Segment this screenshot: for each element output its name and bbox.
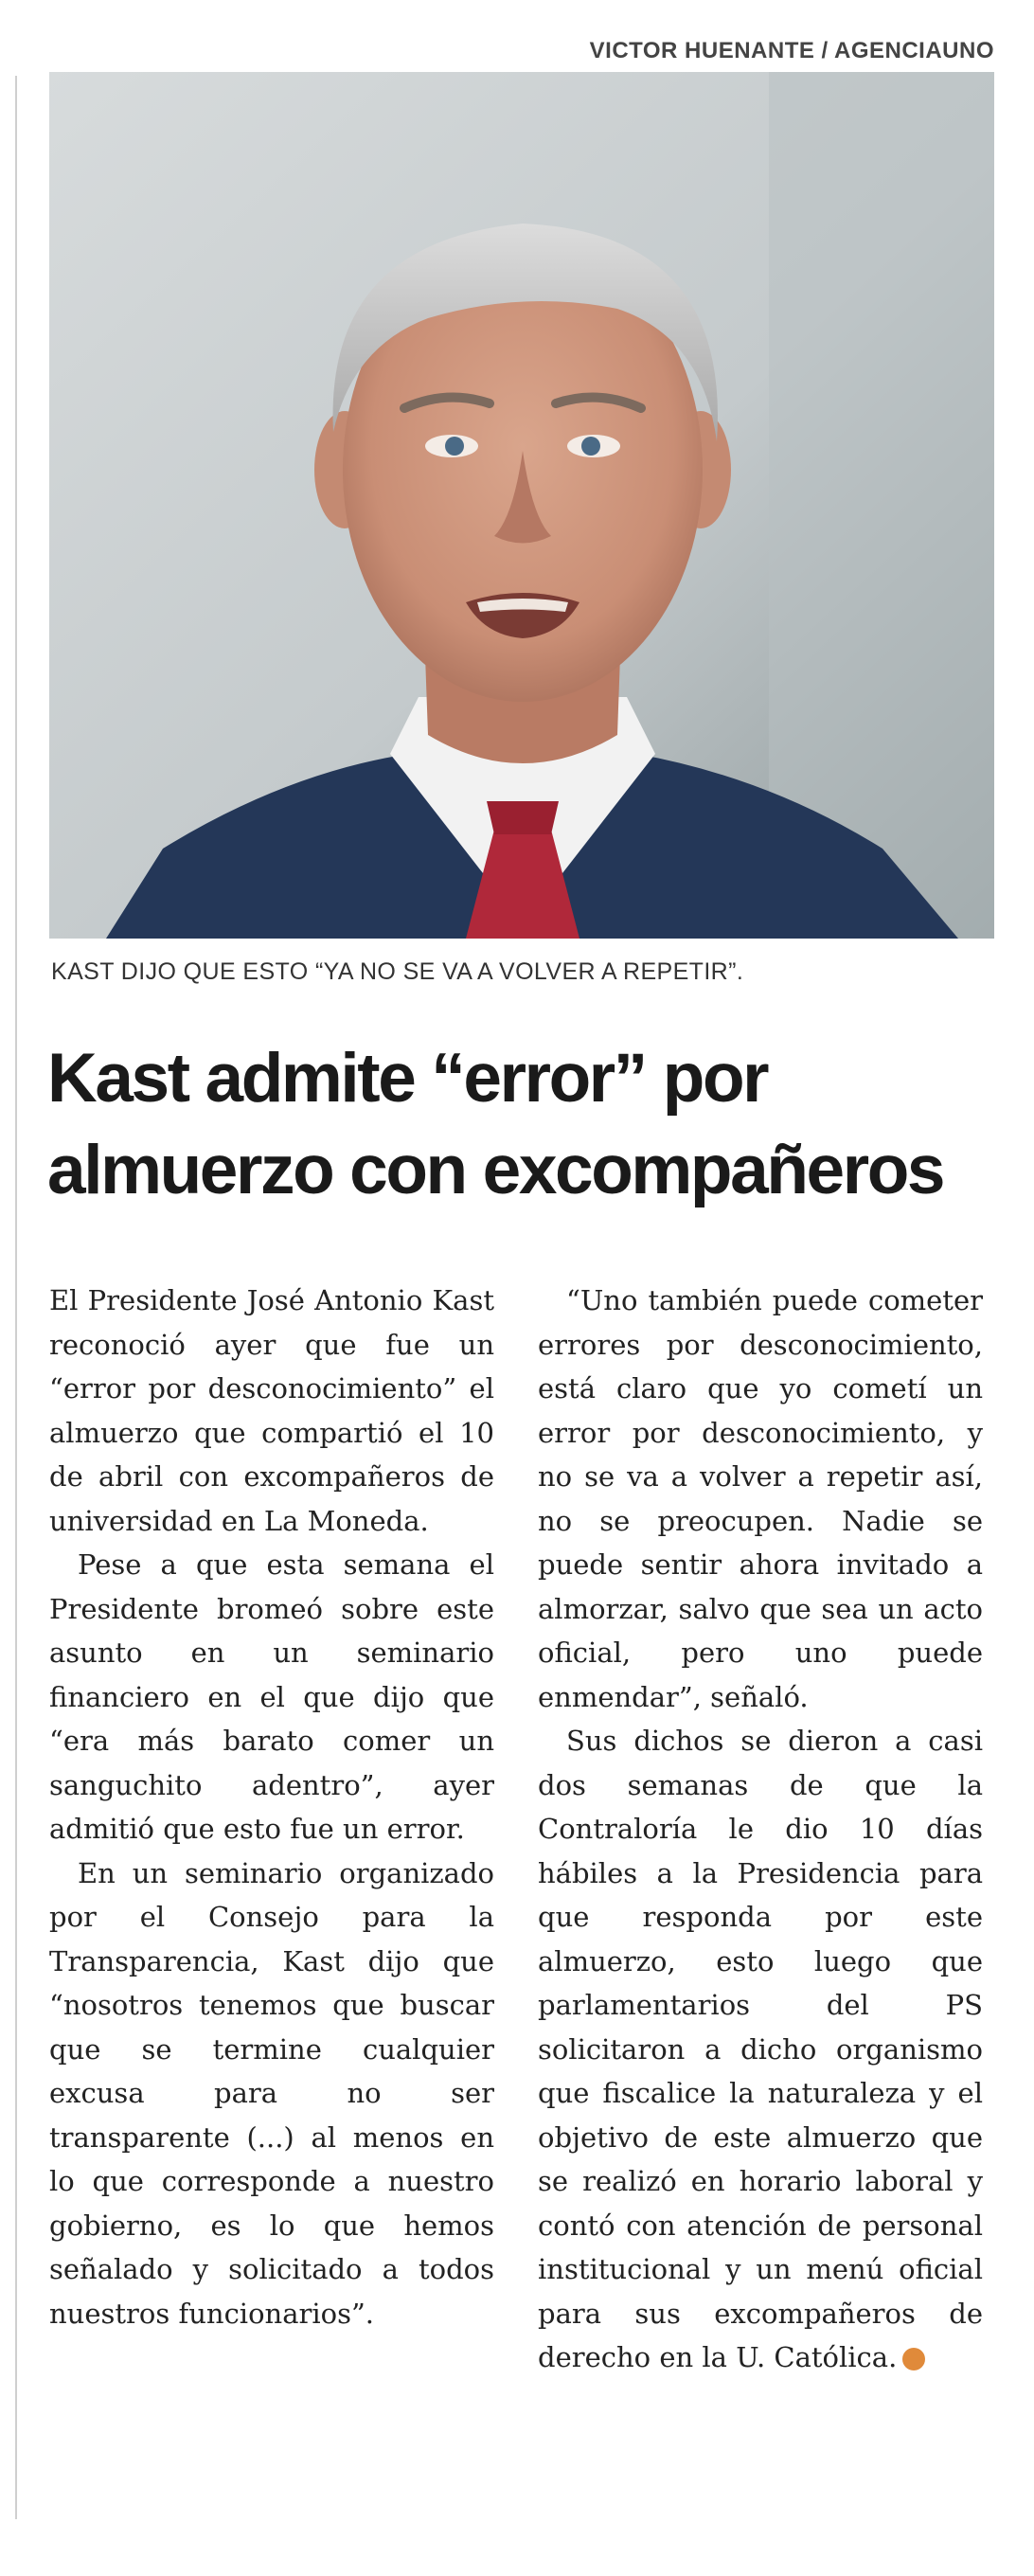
paragraph xyxy=(538,1719,983,2380)
paragraph: En un seminario organizado por el Consejo para la Transparencia, Kast dijo que “nosotros tenemos que buscar que se termine cualquier excusa para no ser transparente (...) al menos en lo que corresponde a nuestro gobierno, es lo que hemos señalado y solicitado a todos nuestros funcionarios”. xyxy=(49,1856,494,2330)
paragraph: “Uno también puede cometer errores por desconocimiento, está claro que yo cometí un error por desconocimiento, y no se va a volver a repetir así, no se preocupen. Nadie se puede sentir ahora invitado a almorzar, salvo que sea un acto oficial, pero uno puede enmendar”, señaló. xyxy=(538,1284,983,1713)
paragraph: Pese a que esta semana el Presidente bromeó sobre este asunto en un seminario financiero en el que dijo que “era más barato comer un sanguchito adentro”, ayer admitió que esto fue un error. xyxy=(49,1548,494,1845)
paragraph: El Presidente José Antonio Kast reconoció ayer que fue un “error por desconocimiento” el almuerzo que compartió el 10 de abril con excompañeros de universidad en La Moneda. xyxy=(49,1284,494,1537)
left-column-rule xyxy=(15,76,17,2519)
body-column-right xyxy=(538,1279,983,2380)
headline-line-2: almuerzo con excompañeros xyxy=(47,1132,944,1208)
article-photo xyxy=(49,72,994,939)
photo-credit: VICTOR HUENANTE / AGENCIAUNO xyxy=(589,38,994,63)
body-column-left xyxy=(49,1279,494,2335)
photo-caption: KAST DIJO QUE ESTO “YA NO SE VA A VOLVER A REPETIR”. xyxy=(51,958,744,985)
end-of-article-icon: ✪ xyxy=(902,2348,925,2370)
paragraph-text: Sus dichos se dieron a casi dos semanas de que la Contraloría le dio 10 días hábiles a la Presidencia para que responda por este almuerzo, esto luego que parlamentarios del PS solicitaron a dicho organismo que fiscalice la naturaleza y el objetivo de este almuerzo que se realizó en horario laboral y contó con atención de personal institucional y un menú oficial para sus excompañeros de derecho en la U. Católica. xyxy=(538,1725,983,2373)
headline-line-1: Kast admite “error” por xyxy=(47,1040,768,1117)
article-headline xyxy=(47,1032,1004,1216)
portrait-illustration xyxy=(49,72,994,939)
